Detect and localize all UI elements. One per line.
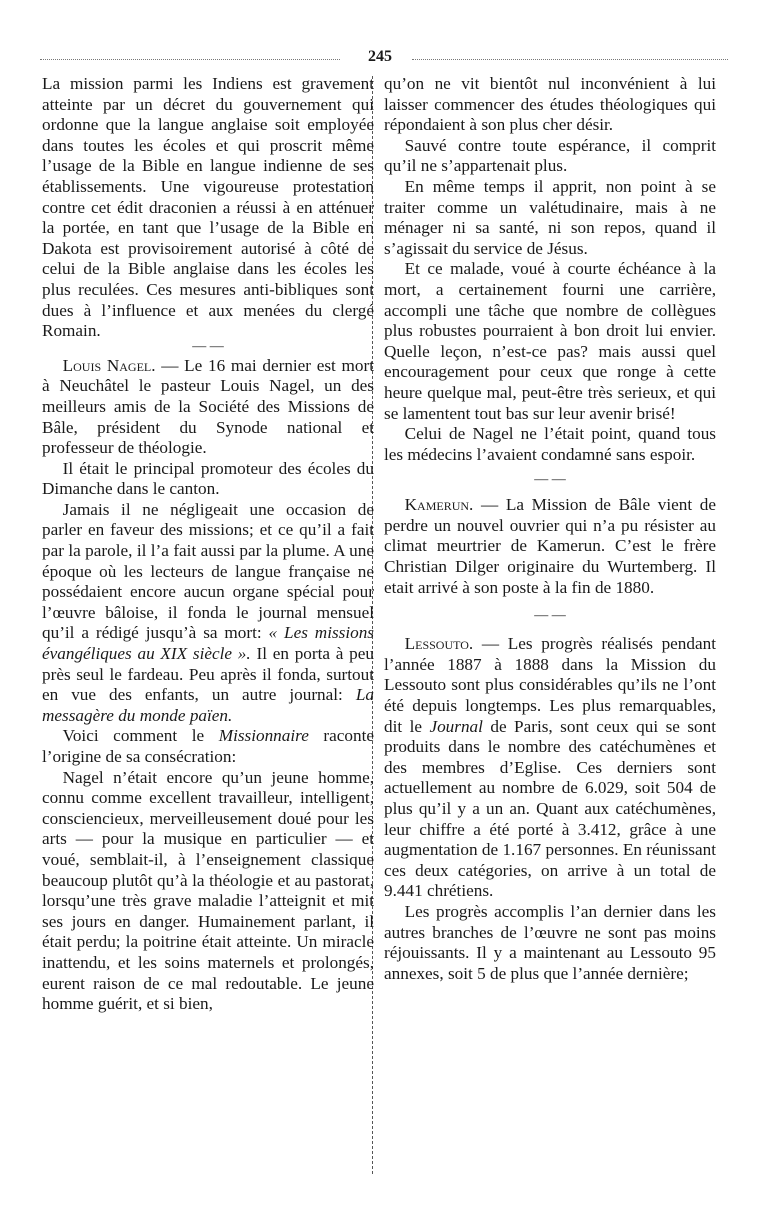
- section-separator: — —: [534, 472, 566, 488]
- paragraph-louis-nagel: [42, 356, 374, 459]
- section-separator: — —: [534, 608, 566, 624]
- paragraph-text: qu’on ne vit bientôt nul inconvénient à lui laisser commencer des études théologiques qui répondaient à son plus cher désir.: [384, 74, 716, 135]
- paragraph-text: Et ce malade, voué à courte échéance à la mort, a certainement fourni une carrière, accompli une tâche que nombre de collègues plus robustes pourraient à bon droit lui envier. Quelle leçon, n’est-ce pas? mais aussi quel encouragement pour ceux que ronge à cette heure quelque mal, peut-être très serieux, et qui se lamentent tout bas sur leur avenir brisé!: [384, 259, 716, 423]
- section-heading-kamerun: Kamerun.: [404, 495, 474, 515]
- paragraph-nagel-illness: [42, 768, 374, 1015]
- paragraph-kamerun: [384, 495, 716, 598]
- paragraph-consecration: [42, 726, 374, 767]
- paragraph-text: — Le 16 mai dernier est mort à Neuchâtel le pasteur Louis Nagel, un des meilleurs amis de la Société des Missions de Bâle, président du Synode national et professeur de théologie.: [42, 355, 375, 458]
- section-heading-louis-nagel: Louis Nagel.: [62, 355, 156, 375]
- paragraph-progress: [384, 902, 716, 984]
- paragraph-sunday-schools: [42, 459, 374, 500]
- paragraph-text: Voici comment le: [62, 726, 219, 746]
- section-heading-lessouto: Lessouto.: [404, 634, 474, 654]
- paragraph-service: [384, 177, 716, 259]
- paragraph-career: [384, 259, 716, 424]
- paragraph-text: Celui de Nagel ne l’était point, quand tous les médecins l’avaient condamné sans espoir.: [384, 424, 716, 464]
- paragraph-indian-mission: [42, 74, 374, 342]
- left-column: [42, 74, 374, 1015]
- paragraph-text: — La Mission de Bâle vient de perdre un nouvel ouvrier qui n’a pu résister au climat meurtrier de Kamerun. C’est le frère Christian Dilger originaire du Wurtemberg. Il etait arrivé à son poste à la fin de 1880.: [384, 495, 716, 597]
- paragraph-text: Jamais il ne négligeait une occasion de parler en faveur des missions; et ce qu’il a fait par la parole, il l’a fait aussi par la plume. A une époque où les lecteurs de langue française ne possédaient encore aucun organe spécial pour l’œuvre bâloise, il fonda le journal mensuel qu’il a rédigé jusqu’à sa mort:: [42, 499, 374, 643]
- paragraph-lessouto: [384, 634, 716, 902]
- right-column: [384, 74, 716, 984]
- journal-title-messagere: La messagère du monde païen.: [42, 685, 374, 725]
- journal-title-missionnaire: Missionnaire: [218, 726, 309, 746]
- paragraph-text: Les progrès accomplis l’an dernier dans les autres branches de l’œuvre ne sont pas moins réjouissants. Il y a maintenant au Lessouto 95 annexes, soit 5 de plus que l’année dernière;: [384, 901, 716, 983]
- paragraph-saved: [384, 136, 716, 177]
- paragraph-journal: [42, 500, 374, 727]
- paragraph-text: raconte l’origine de sa consécration:: [42, 726, 374, 766]
- paragraph-text: de Paris, sont ceux qui se sont produits dans le nombre des catéchumènes et des membres d’Eglise. Ces derniers sont actuellement au nombre de 6.029, soit 504 de plus qu’il y a un an. Quant aux catéchumènes, leur chiffre a été porté à 3.412, grâce à une augmentation de 1.167 personnes. En réunissant ces deux catégories, on arrive à un total de 9.441 chrétiens.: [384, 716, 716, 901]
- header-rule-right: [412, 59, 728, 60]
- journal-title-missions: « Les missions évangéliques au XIX siècle ».: [42, 623, 374, 664]
- paragraph-text: Il en porta à peu près seul le fardeau. Peu après il fonda, surtout en vue des enfants, un autre journal:: [42, 644, 374, 705]
- paragraph-text: Il était le principal promoteur des écoles du Dimanche dans le canton.: [42, 458, 374, 499]
- page-header: [40, 48, 728, 68]
- paragraph-text: Sauvé contre toute espérance, il comprit qu’il ne s’appartenait plus.: [384, 135, 716, 176]
- header-rule-left: [40, 59, 340, 60]
- paragraph-theological-studies: [384, 74, 716, 136]
- paragraph-text: La mission parmi les Indiens est gravement atteinte par un décret du gouvernement qui ordonne que la langue anglaise soit employée dans toutes les écoles et qui proscrit même l’usage de la Bible en langue indienne de ses établissements. Une vigoureuse protestation contre cet édit draconien a réussi à en atténuer la portée, en tant que l’usage de la Bible en Dakota est provisoirement autorisé à côté de celui de la Bible anglaise dans les écoles les plus reculées. Ces mesures anti-bibliques sont dues à l’influence et aux menées du clergé Romain.: [42, 74, 374, 341]
- paragraph-text: En même temps il apprit, non point à se traiter comme un valétudinaire, mais à ne ménager ni sa santé, ni son repos, quand il s’agissait du service de Jésus.: [384, 176, 716, 258]
- page-number: 245: [368, 48, 392, 65]
- paragraph-doctors: [384, 424, 716, 465]
- paragraph-text: — Les progrès réalisés pendant l’année 1887 à 1888 dans la Mission du Lessouto sont plus considérables qu’ils ne l’ont été depuis longtemps. Les plus remarquables, dit le: [384, 634, 716, 736]
- paragraph-text: Nagel n’était encore qu’un jeune homme, connu comme excellent travailleur, intelligent, consciencieux, merveilleusement doué pour les arts — pour la musique en particulier — et voué, semblait-il, à l’enseignement classique beaucoup plutôt qu’à la théologie et au pastorat, lorsqu’une très grave maladie l’atteignit et mit ses jours en danger. Humainement parlant, il était perdu; la poitrine était atteinte. Un miracle inattendu, et les soins maternels et prolongés, eurent raison de ce mal redoutable. Le jeune homme guérit, et si bien,: [42, 767, 374, 1014]
- journal-title-journal: Journal: [429, 716, 483, 736]
- section-separator: — —: [192, 338, 224, 354]
